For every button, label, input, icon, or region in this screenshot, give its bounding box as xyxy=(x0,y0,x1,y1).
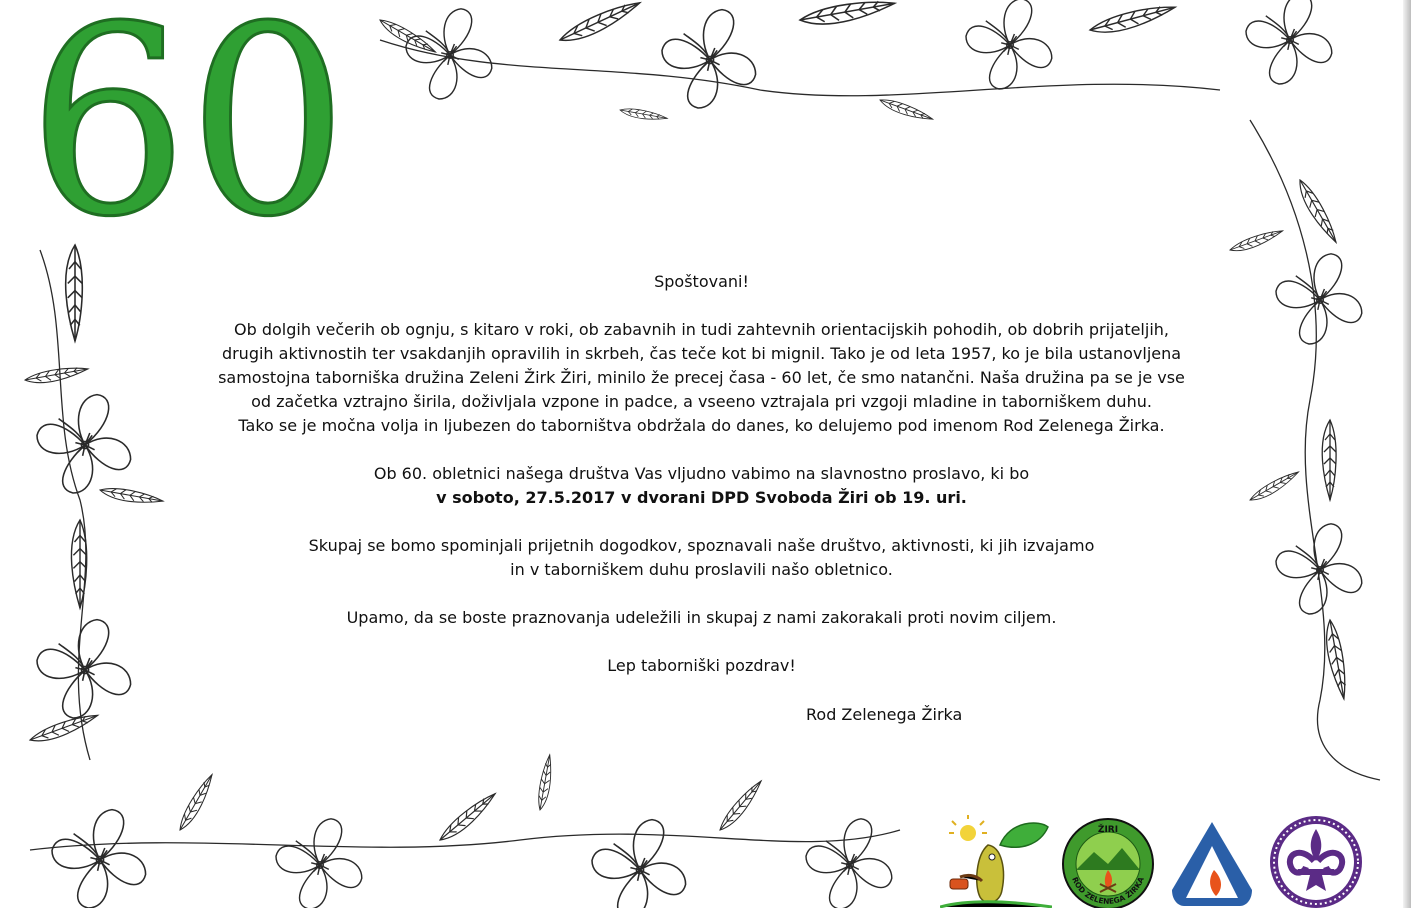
rod-zelenega-zirka-badge xyxy=(1060,818,1156,908)
badge-top-text: ŽIRI xyxy=(1097,825,1119,835)
farewell: Lep taborniški pozdrav! xyxy=(607,656,796,675)
zts-scout-logo xyxy=(1170,820,1254,908)
event-details: v soboto, 27.5.2017 v dvorani DPD Svoboda Žiri ob 19. uri. xyxy=(436,488,967,507)
leaf-icon xyxy=(1000,823,1048,847)
paragraph1-line: od začetka vztrajno širila, doživljala vzpone in padce, a vseeno vztrajala pri vzgoji mladine in taborniškem duhu. xyxy=(251,392,1152,411)
page-edge-shadow xyxy=(1403,0,1411,908)
signature: Rod Zelenega Žirka xyxy=(806,705,963,724)
anniversary-number-graphic xyxy=(28,0,353,230)
paragraph3-line: in v taborniškem duhu proslavili našo obletnico. xyxy=(510,560,893,579)
paragraph3-line: Skupaj se bomo spominjali prijetnih dogodkov, spoznavali naše društvo, aktivnosti, ki jih izvajamo xyxy=(308,536,1095,555)
wosm-fleur-de-lis-logo xyxy=(1266,815,1366,908)
invitation-text: Ob 60. obletnici našega društva Vas vljudno vabimo na slavnostno proslavo, ki bo xyxy=(373,464,1030,483)
hope-text: Upamo, da se boste praznovanja udeležili in skupaj z nami zakorakali proti novim ciljem. xyxy=(346,608,1057,627)
greeting: Spoštovani! xyxy=(654,272,749,291)
sun-icon xyxy=(960,825,976,841)
invitation-letter xyxy=(0,270,1403,678)
paragraph1-line: Ob dolgih večerih ob ognju, s kitaro v roki, ob zabavnih in tudi zahtevnih orientacijskih pohodih, ob dobrih prijateljih, xyxy=(233,320,1169,339)
badge-ring-text: ROD ZELENEGA ŽIRKA xyxy=(1070,875,1146,906)
paragraph1-line: Tako se je močna volja in ljubezen do taborništva obdržala do danes, ko delujemo pod imenom Rod Zelenega Žirka. xyxy=(238,416,1165,435)
mascot-logo xyxy=(940,815,1052,908)
paragraph1-line: drugih aktivnostih ter vsakdanjih opravilih in skrbeh, čas teče kot bi mignil. Tako je od leta 1957, ko je bila ustanovljena xyxy=(221,344,1182,363)
paragraph1-line: samostojna taborniška družina Zeleni Žirk Žiri, minilo že precej časa - 60 let, če smo natančni. Naša družina pa se je vse xyxy=(218,368,1185,387)
anniversary-number: 60 xyxy=(28,0,348,230)
